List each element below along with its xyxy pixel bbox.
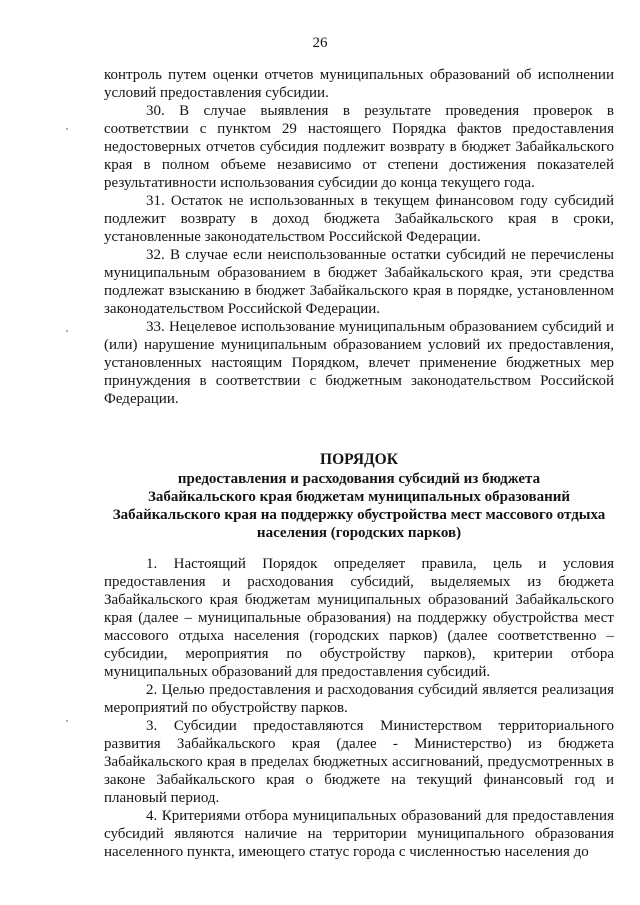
- section-subtitle-line: населения (городских парков): [256, 525, 462, 541]
- paragraph-33: 33. Нецелевое использование муниципальным образованием субсидий и (или) нарушение муниципальным образованием условий их предоставления, установленных настоящим Порядком, влечет применение бюджетных мер принуждения в соответствии с бюджетным законодательством Российской Федерации.: [104, 319, 614, 407]
- text-block-bottom: [104, 555, 614, 861]
- paragraph-4: 4. Критериями отбора муниципальных образований для предоставления субсидий являются наличие на территории муниципального образования населенного пункта, имеющего статус города с численностью населения до: [104, 808, 614, 860]
- paragraph-continuation: контроль путем оценки отчетов муниципальных образований об исполнении условий предоставления субсидии.: [104, 67, 614, 101]
- paragraph-1: 1. Настоящий Порядок определяет правила, цель и условия предоставления и расходования субсидий, выделяемых из бюджета Забайкальского края бюджетам муниципальных образований Забайкальского края (далее – муниципальные образования) на поддержку обустройства мест массового отдыха населения (городских парков) (далее соответственно – субсидии, мероприятия по обустройству парков), критерии отбора муниципальных образований для предоставления субсидий.: [104, 556, 614, 680]
- section-subtitle: [104, 470, 614, 542]
- section-title: ПОРЯДОК: [320, 451, 398, 468]
- text-block-top: [104, 66, 614, 408]
- scan-speck: [66, 720, 68, 722]
- paragraph-30: 30. В случае выявления в результате проведения проверок в соответствии с пунктом 29 настоящего Порядка фактов предоставления недостоверных отчетов субсидия подлежит возврату в бюджет Забайкальского края в полном объеме независимо от степени достижения показателей результативности использования субсидии до конца текущего года.: [104, 103, 614, 191]
- paragraph-3: 3. Субсидии предоставляются Министерством территориального развития Забайкальского края (далее - Министерство) из бюджета Забайкальского края в пределах бюджетных ассигнований, предусмотренных в законе Забайкальского края о бюджете на текущий финансовый год и плановый период.: [104, 718, 614, 806]
- scan-speck: [66, 330, 68, 332]
- paragraph-31: 31. Остаток не использованных в текущем финансовом году субсидий подлежит возврату в доход бюджета Забайкальского края в сроки, установленные законодательством Российской Федерации.: [104, 193, 614, 245]
- paragraph-32: 32. В случае если неиспользованные остатки субсидий не перечислены муниципальным образованием в бюджет Забайкальского края, эти средства подлежат взысканию в бюджет Забайкальского края в порядке, установленном законодательством Российской Федерации.: [104, 247, 614, 317]
- page-number: 26: [312, 35, 328, 51]
- paragraph-2: 2. Целью предоставления и расходования субсидий является реализация мероприятий по обустройству парков.: [104, 682, 614, 716]
- section-subtitle-line: Забайкальского края бюджетам муниципальных образований: [147, 489, 571, 505]
- section-subtitle-line: предоставления и расходования субсидий из бюджета: [177, 471, 541, 487]
- scan-speck: [66, 128, 68, 130]
- section-subtitle-line: Забайкальского края на поддержку обустройства мест массового отдыха: [112, 507, 606, 523]
